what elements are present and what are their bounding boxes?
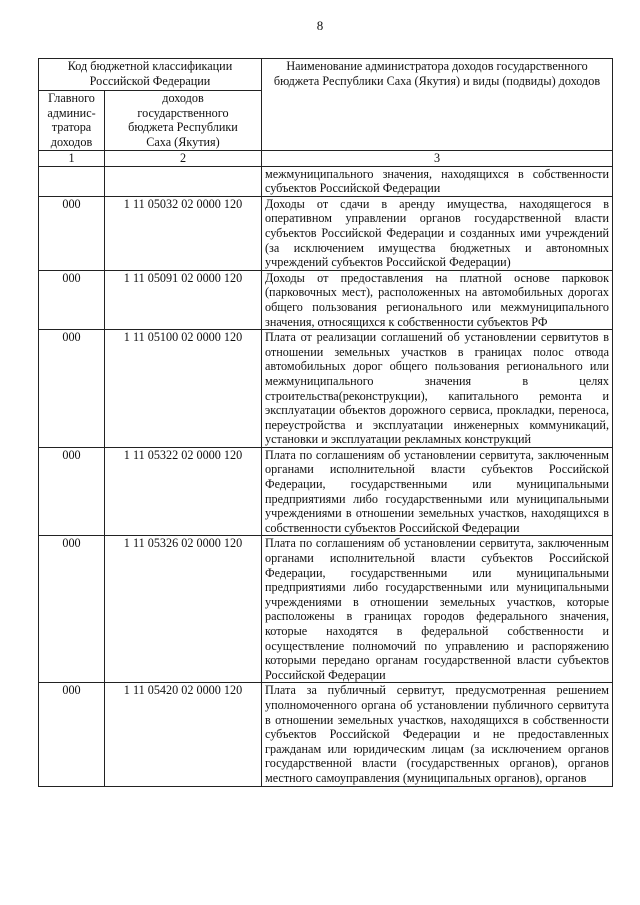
header-col1-cell — [39, 91, 105, 151]
table-row — [39, 683, 613, 786]
admin-code-cell: 000 — [39, 447, 105, 536]
income-name-text: Плата по соглашениям об установлении сервитута, заключенным органами исполнительной власти субъектов Российской Федерации, государственными или муниципальными предприятиями либо государственными или муниципальными учреждениями в отношении земельных участков, находящихся в собственности субъектов Российской Федерации — [265, 447, 609, 535]
budget-code-cell: 1 11 05091 02 0000 120 — [105, 270, 262, 329]
income-name-text: Доходы от предоставления на платной основе парковок (парковочных мест), расположенных на автомобильных дорогах общего пользования регионального или межмуниципального значения, относящихся к собственности субъектов РФ — [265, 270, 609, 329]
header-col2-cell — [105, 91, 262, 151]
column-number-1: 1 — [39, 151, 105, 167]
income-name-text: Доходы от сдачи в аренду имущества, находящегося в оперативном управлении органов государственной власти субъектов Российской Федерации и созданных ими учреждений (за исключением имущества бюджетных и автономных учреждений субъектов Российской Федерации) — [265, 196, 609, 270]
admin-code-cell: 000 — [39, 536, 105, 683]
admin-code-cell — [39, 166, 105, 196]
income-name-cell — [262, 536, 613, 683]
budget-code-cell: 1 11 05100 02 0000 120 — [105, 330, 262, 448]
page-number: 8 — [316, 18, 324, 33]
income-name-text: межмуниципального значения, находящихся в собственности субъектов Российской Федерации — [265, 166, 609, 196]
admin-code-cell: 000 — [39, 683, 105, 786]
table-row — [39, 330, 613, 448]
admin-code-cell: 000 — [39, 196, 105, 270]
budget-code-cell — [105, 166, 262, 196]
budget-code-cell: 1 11 05420 02 0000 120 — [105, 683, 262, 786]
budget-code-cell: 1 11 05322 02 0000 120 — [105, 447, 262, 536]
header-group-cell — [39, 59, 262, 91]
income-name-cell — [262, 270, 613, 329]
income-name-text: Плата от реализации соглашений об установлении сервитутов в отношении земельных участков в границах полос отвода автомобильных дорог общего пользования регионального или межмуниципального значения в целях строительства(реконструкции), капитального ремонта и эксплуатации объектов дорожного сервиса, прокладки, переноса, переустройства и эксплуатации инженерных коммуникаций, установки и эксплуатации рекламных конструкций — [265, 330, 609, 447]
admin-code-cell: 000 — [39, 270, 105, 329]
table-row — [39, 196, 613, 270]
income-name-cell — [262, 330, 613, 448]
income-name-cell — [262, 683, 613, 786]
budget-classification-table — [38, 58, 613, 787]
header-col3-cell — [262, 59, 613, 151]
table-row — [39, 270, 613, 329]
header-col1-label: Главного админис-тратора доходов — [47, 91, 96, 149]
income-name-cell — [262, 196, 613, 270]
header-group-label: Код бюджетной классификации Российской Федерации — [67, 59, 233, 88]
budget-code-cell: 1 11 05032 02 0000 120 — [105, 196, 262, 270]
header-col3-label: Наименование администратора доходов государственного бюджета Республики Саха (Якутия) и виды (подвиды) доходов — [273, 59, 601, 88]
table-row — [39, 536, 613, 683]
column-number-2: 2 — [105, 151, 262, 167]
budget-code-cell: 1 11 05326 02 0000 120 — [105, 536, 262, 683]
header-col2-label: доходов государственного бюджета Республики Саха (Якутия) — [128, 91, 238, 149]
income-name-text: Плата за публичный сервитут, предусмотренная решением уполномоченного органа об установлении публичного сервитута в отношении земельных участков, находящихся в собственности субъектов Российской Федерации и не предоставленных гражданам или юридическим лицам (за исключением органов государственной власти (государственных органов), органов местного самоуправления (муниципальных органов), органов — [265, 683, 609, 785]
income-name-cell — [262, 447, 613, 536]
column-number-3: 3 — [262, 151, 613, 167]
admin-code-cell: 000 — [39, 330, 105, 448]
table-row — [39, 166, 613, 196]
income-name-cell — [262, 166, 613, 196]
table-row — [39, 447, 613, 536]
income-name-text: Плата по соглашениям об установлении сервитута, заключенным органами исполнительной власти субъектов Российской Федерации, государственными или муниципальными предприятиями либо государственными или муниципальными учреждениями в отношении земельных участков, которые расположены в границах городов федерального значения, которые находятся в федеральной собственности и осуществление полномочий по управлению и распоряжению которыми передано органам государственной власти субъектов Российской Федерации — [265, 536, 609, 682]
